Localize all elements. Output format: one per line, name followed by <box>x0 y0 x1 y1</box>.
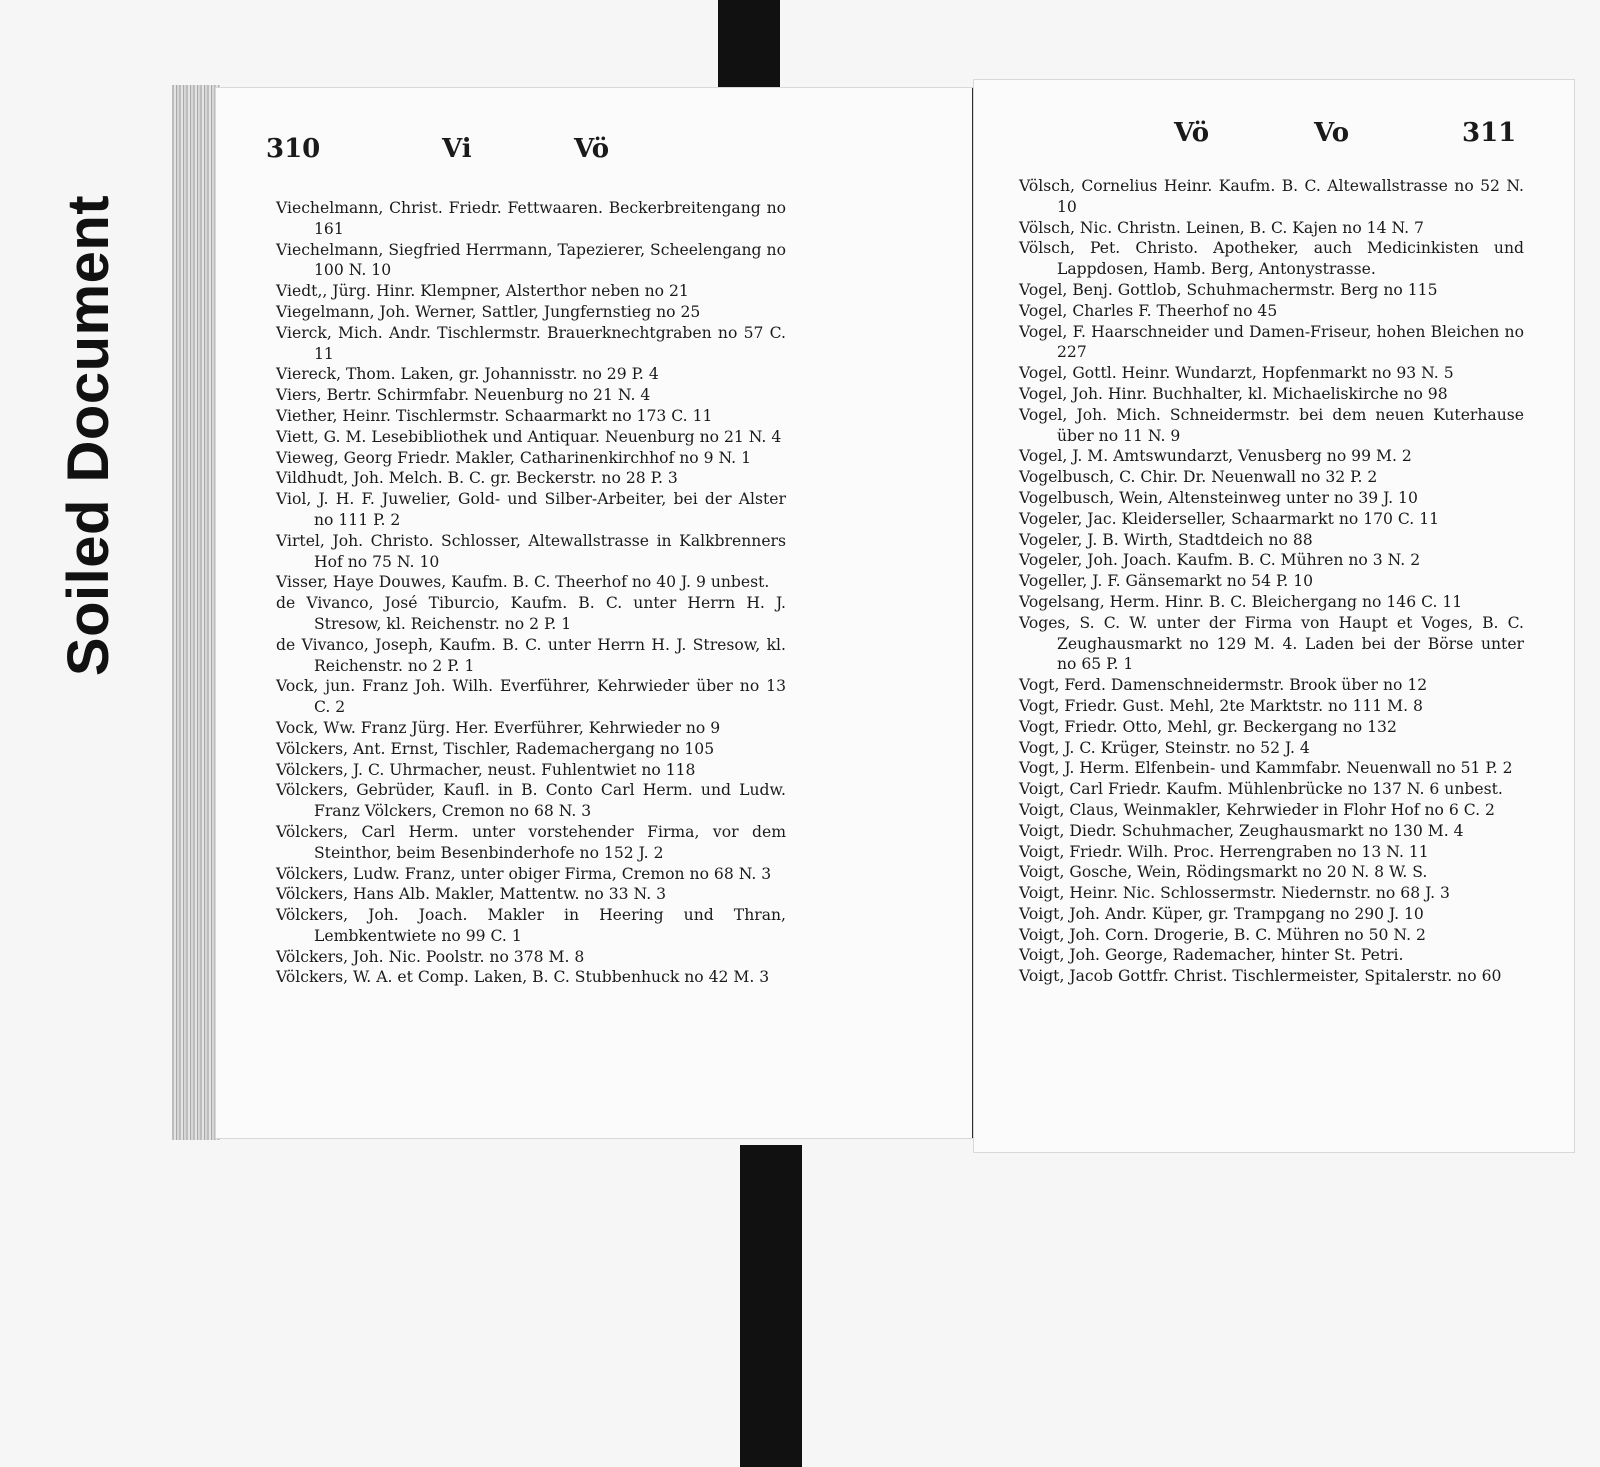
directory-entry: Viedt,, Jürg. Hinr. Klempner, Alsterthor neben no 21 <box>276 282 689 301</box>
stamp-text: Soiled Document <box>56 194 122 676</box>
directory-entry: Vogt, J. C. Krüger, Steinstr. no 52 J. 4 <box>1019 738 1310 757</box>
directory-entry: Völckers, Hans Alb. Makler, Mattentw. no 33 N. 3 <box>276 885 667 904</box>
directory-entry: Voigt, Friedr. Wilh. Proc. Herrengraben no 13 N. 11 <box>1019 842 1429 861</box>
directory-entry: Viether, Heinr. Tischlermstr. Schaarmarkt no 173 C. 11 <box>276 406 713 425</box>
directory-entry: Vogeler, Jac. Kleiderseller, Schaarmarkt no 170 C. 11 <box>1019 509 1440 528</box>
directory-entry: Viechelmann, Christ. Friedr. Fettwaaren. Beckerbreitengang no 161 <box>276 199 786 238</box>
running-head-left-second: Vö <box>574 134 610 164</box>
directory-entry: Voigt, Joh. George, Rademacher, hinter St. Petri. <box>1019 946 1404 965</box>
directory-entry: Voigt, Gosche, Wein, Rödingsmarkt no 20 N. 8 W. S. <box>1019 863 1428 882</box>
right-page-entries <box>1019 176 1524 987</box>
running-head-right-second: Vo <box>1314 118 1350 148</box>
page-number-left: 310 <box>266 134 321 164</box>
directory-entry: Völckers, J. C. Uhrmacher, neust. Fuhlentwiet no 118 <box>276 760 696 779</box>
directory-entry: Vogel, Joh. Hinr. Buchhalter, kl. Michaeliskirche no 98 <box>1019 384 1448 403</box>
left-page <box>216 88 975 1138</box>
directory-entry: Vogelsang, Herm. Hinr. B. C. Bleichergang no 146 C. 11 <box>1019 592 1463 611</box>
directory-entry: Völckers, Joh. Nic. Poolstr. no 378 M. 8 <box>276 947 585 966</box>
directory-entry: Voigt, Carl Friedr. Kaufm. Mühlenbrücke no 137 N. 6 unbest. <box>1019 780 1503 799</box>
directory-entry: Voges, S. C. W. unter der Firma von Haupt et Voges, B. C. Zeughausmarkt no 129 M. 4. Laden bei der Börse unter no 65 P. 1 <box>1019 613 1524 674</box>
directory-entry: Völckers, Ludw. Franz, unter obiger Firma, Cremon no 68 N. 3 <box>276 864 772 883</box>
page-edges <box>172 85 220 1140</box>
directory-entry: Vogel, Gottl. Heinr. Wundarzt, Hopfenmarkt no 93 N. 5 <box>1019 364 1454 383</box>
directory-entry: Vieweg, Georg Friedr. Makler, Catharinenkirchhof no 9 N. 1 <box>276 448 752 467</box>
directory-entry: de Vivanco, José Tiburcio, Kaufm. B. C. unter Herrn H. J. Stresow, kl. Reichenstr. no 2 P. 1 <box>276 594 786 633</box>
running-head-right-first: Vö <box>1174 118 1210 148</box>
directory-entry: Vogt, Friedr. Gust. Mehl, 2te Marktstr. no 111 M. 8 <box>1019 696 1423 715</box>
directory-entry: Vogt, Ferd. Damenschneidermstr. Brook über no 12 <box>1019 676 1428 695</box>
directory-entry: Viol, J. H. F. Juwelier, Gold- und Silber-Arbeiter, bei der Alster no 111 P. 2 <box>276 490 786 529</box>
directory-entry: Vogeler, J. B. Wirth, Stadtdeich no 88 <box>1019 530 1313 549</box>
directory-entry: Vogelbusch, C. Chir. Dr. Neuenwall no 32 P. 2 <box>1019 468 1378 487</box>
binding-strip-bottom <box>740 1145 802 1467</box>
directory-entry: de Vivanco, Joseph, Kaufm. B. C. unter Herrn H. J. Stresow, kl. Reichenstr. no 2 P. 1 <box>276 635 786 675</box>
directory-entry: Virtel, Joh. Christo. Schlosser, Altewallstrasse in Kalkbrenners Hof no 75 N. 10 <box>276 531 786 571</box>
directory-entry: Vogt, J. Herm. Elfenbein- und Kammfabr. Neuenwall no 51 P. 2 <box>1019 759 1513 778</box>
directory-entry: Völckers, Gebrüder, Kaufl. in B. Conto Carl Herm. und Ludw. Franz Völckers, Cremon no 68 N. 3 <box>276 781 786 821</box>
directory-entry: Vogel, J. M. Amtswundarzt, Venusberg no 99 M. 2 <box>1019 447 1412 466</box>
directory-entry: Viechelmann, Siegfried Herrmann, Tapezierer, Scheelengang no 100 N. 10 <box>276 240 786 280</box>
directory-entry: Viegelmann, Joh. Werner, Sattler, Jungfernstieg no 25 <box>276 302 701 321</box>
directory-entry: Viers, Bertr. Schirmfabr. Neuenburg no 21 N. 4 <box>276 386 651 405</box>
directory-entry: Völckers, Carl Herm. unter vorstehender Firma, vor dem Steinthor, beim Besenbinderhofe no 152 J. 2 <box>276 822 786 862</box>
directory-entry: Vock, Ww. Franz Jürg. Her. Everführer, Kehrwieder no 9 <box>276 718 721 737</box>
directory-entry: Vierck, Mich. Andr. Tischlermstr. Brauerknechtgraben no 57 C. 11 <box>276 323 786 363</box>
directory-entry: Voigt, Claus, Weinmakler, Kehrwieder in Flohr Hof no 6 C. 2 <box>1019 800 1495 819</box>
directory-entry: Vildhudt, Joh. Melch. B. C. gr. Beckerstr. no 28 P. 3 <box>276 469 678 488</box>
directory-entry: Völckers, W. A. et Comp. Laken, B. C. Stubbenhuck no 42 M. 3 <box>276 968 770 987</box>
directory-entry: Vogel, F. Haarschneider und Damen-Friseur, hohen Bleichen no 227 <box>1019 322 1524 362</box>
directory-entry: Vogeler, Joh. Joach. Kaufm. B. C. Mühren no 3 N. 2 <box>1019 551 1421 570</box>
directory-entry: Voigt, Heinr. Nic. Schlossermstr. Niedernstr. no 68 J. 3 <box>1019 884 1450 903</box>
directory-entry: Vogel, Benj. Gottlob, Schuhmachermstr. Berg no 115 <box>1019 280 1438 299</box>
directory-entry: Voigt, Jacob Gottfr. Christ. Tischlermeister, Spitalerstr. no 60 <box>1019 967 1502 986</box>
directory-entry: Völsch, Pet. Christo. Apotheker, auch Medicinkisten und Lappdosen, Hamb. Berg, Antonystrasse. <box>1019 239 1524 279</box>
directory-entry: Visser, Haye Douwes, Kaufm. B. C. Theerhof no 40 J. 9 unbest. <box>276 573 770 592</box>
page-number-right: 311 <box>1462 118 1517 148</box>
running-head-left-first: Vi <box>442 134 472 164</box>
directory-entry: Vogel, Charles F. Theerhof no 45 <box>1019 301 1278 320</box>
directory-entry: Völsch, Cornelius Heinr. Kaufm. B. C. Altewallstrasse no 52 N. 10 <box>1019 177 1524 216</box>
left-page-entries <box>276 198 786 988</box>
directory-entry: Völckers, Joh. Joach. Makler in Heering und Thran, Lembkentwiete no 99 C. 1 <box>276 906 786 945</box>
directory-entry: Vogelbusch, Wein, Altensteinweg unter no 39 J. 10 <box>1019 488 1418 507</box>
directory-entry: Völsch, Nic. Christn. Leinen, B. C. Kajen no 14 N. 7 <box>1019 218 1424 237</box>
directory-entry: Vogel, Joh. Mich. Schneidermstr. bei dem neuen Kuterhause über no 11 N. 9 <box>1019 405 1524 445</box>
directory-entry: Völckers, Ant. Ernst, Tischler, Rademachergang no 105 <box>276 739 715 758</box>
directory-entry: Vogt, Friedr. Otto, Mehl, gr. Beckergang no 132 <box>1019 717 1397 736</box>
soiled-document-stamp <box>54 180 124 690</box>
directory-entry: Voigt, Joh. Corn. Drogerie, B. C. Mühren no 50 N. 2 <box>1019 925 1426 944</box>
binding-strip-top <box>718 0 780 92</box>
directory-entry: Voigt, Diedr. Schuhmacher, Zeughausmarkt no 130 M. 4 <box>1019 821 1464 840</box>
directory-entry: Voigt, Joh. Andr. Küper, gr. Trampgang no 290 J. 10 <box>1019 904 1424 923</box>
directory-entry: Viereck, Thom. Laken, gr. Johannisstr. no 29 P. 4 <box>276 365 659 384</box>
directory-entry: Vogeller, J. F. Gänsemarkt no 54 P. 10 <box>1019 572 1314 591</box>
directory-entry: Viett, G. M. Lesebibliothek und Antiquar. Neuenburg no 21 N. 4 <box>276 427 782 446</box>
book-spread <box>172 80 1524 1155</box>
directory-entry: Vock, jun. Franz Joh. Wilh. Everführer, Kehrwieder über no 13 C. 2 <box>276 677 786 717</box>
right-page <box>974 80 1574 1152</box>
